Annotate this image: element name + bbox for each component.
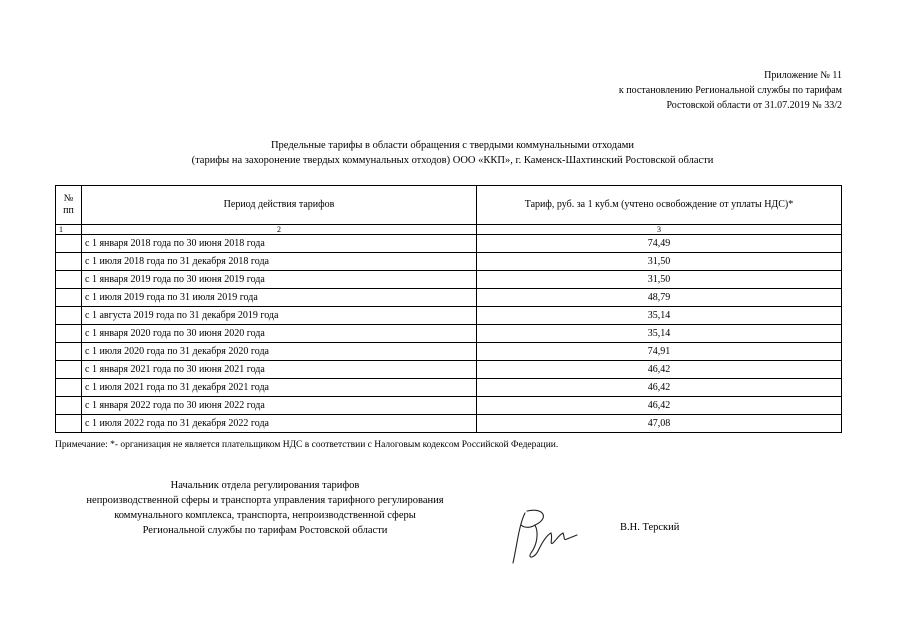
row-number xyxy=(56,325,82,343)
signatory-position xyxy=(55,478,475,538)
header-number-line-2: пп xyxy=(63,205,74,216)
row-tariff: 74,49 xyxy=(477,235,842,253)
row-tariff: 31,50 xyxy=(477,271,842,289)
table-row xyxy=(56,343,842,361)
appendix-reference xyxy=(619,68,842,113)
table-row xyxy=(56,361,842,379)
title-line-2: (тарифы на захоронение твердых коммунальных отходов) ООО «ККП», г. Каменск-Шахтинский Ростовской области xyxy=(191,155,714,166)
position-line-3: коммунального комплекса, транспорта, непроизводственной сферы xyxy=(114,510,416,521)
column-number: 2 xyxy=(82,225,477,235)
table-row xyxy=(56,271,842,289)
row-number xyxy=(56,289,82,307)
row-period: с 1 июля 2020 года по 31 декабря 2020 года xyxy=(82,343,477,361)
row-number xyxy=(56,361,82,379)
row-tariff: 46,42 xyxy=(477,397,842,415)
position-line-1: Начальник отдела регулирования тарифов xyxy=(170,480,360,491)
handwritten-signature xyxy=(505,505,580,567)
signer-name: В.Н. Терский xyxy=(620,522,680,533)
row-period: с 1 января 2018 года по 30 июня 2018 года xyxy=(82,235,477,253)
row-tariff: 46,42 xyxy=(477,361,842,379)
column-number: 1 xyxy=(56,225,82,235)
row-period: с 1 января 2022 года по 30 июня 2022 года xyxy=(82,397,477,415)
position-line-4: Региональной службы по тарифам Ростовской области xyxy=(142,525,388,536)
row-tariff: 48,79 xyxy=(477,289,842,307)
table-row xyxy=(56,235,842,253)
row-period: с 1 августа 2019 года по 31 декабря 2019 года xyxy=(82,307,477,325)
row-period: с 1 июля 2019 года по 31 июля 2019 года xyxy=(82,289,477,307)
row-number xyxy=(56,253,82,271)
row-tariff: 31,50 xyxy=(477,253,842,271)
row-tariff: 47,08 xyxy=(477,415,842,433)
row-number xyxy=(56,307,82,325)
row-period: с 1 января 2020 года по 30 июня 2020 года xyxy=(82,325,477,343)
row-tariff: 35,14 xyxy=(477,325,842,343)
row-period: с 1 января 2021 года по 30 июня 2021 года xyxy=(82,361,477,379)
header-number xyxy=(56,186,82,225)
table-header-row xyxy=(56,186,842,225)
row-tariff: 46,42 xyxy=(477,379,842,397)
column-number-row xyxy=(56,225,842,235)
row-number xyxy=(56,379,82,397)
row-tariff: 35,14 xyxy=(477,307,842,325)
row-number xyxy=(56,235,82,253)
row-number xyxy=(56,271,82,289)
table-row xyxy=(56,307,842,325)
table-row xyxy=(56,289,842,307)
row-period: с 1 июля 2022 года по 31 декабря 2022 года xyxy=(82,415,477,433)
row-number xyxy=(56,343,82,361)
document-title xyxy=(0,138,905,168)
footnote: Примечание: *- организация не является плательщиком НДС в соответствии с Налоговым кодексом Российской Федерации. xyxy=(55,440,559,450)
header-tariff: Тариф, руб. за 1 куб.м (учтено освобождение от уплаты НДС)* xyxy=(477,186,842,225)
tariff-table xyxy=(55,185,842,433)
appendix-line-1: Приложение № 11 xyxy=(764,70,842,81)
table-row xyxy=(56,325,842,343)
appendix-line-3: Ростовской области от 31.07.2019 № 33/2 xyxy=(666,100,842,111)
table-row xyxy=(56,379,842,397)
row-number xyxy=(56,397,82,415)
appendix-line-2: к постановлению Региональной службы по тарифам xyxy=(618,85,842,96)
row-number xyxy=(56,415,82,433)
title-line-1: Предельные тарифы в области обращения с твердыми коммунальными отходами xyxy=(270,140,635,151)
header-number-line-1: № xyxy=(63,193,74,204)
header-period: Период действия тарифов xyxy=(82,186,477,225)
table-row xyxy=(56,397,842,415)
row-tariff: 74,91 xyxy=(477,343,842,361)
row-period: с 1 января 2019 года по 30 июня 2019 года xyxy=(82,271,477,289)
column-number: 3 xyxy=(477,225,842,235)
row-period: с 1 июля 2018 года по 31 декабря 2018 года xyxy=(82,253,477,271)
table-row xyxy=(56,253,842,271)
row-period: с 1 июля 2021 года по 31 декабря 2021 года xyxy=(82,379,477,397)
table-row xyxy=(56,415,842,433)
position-line-2: непроизводственной сферы и транспорта управления тарифного регулирования xyxy=(86,495,444,506)
